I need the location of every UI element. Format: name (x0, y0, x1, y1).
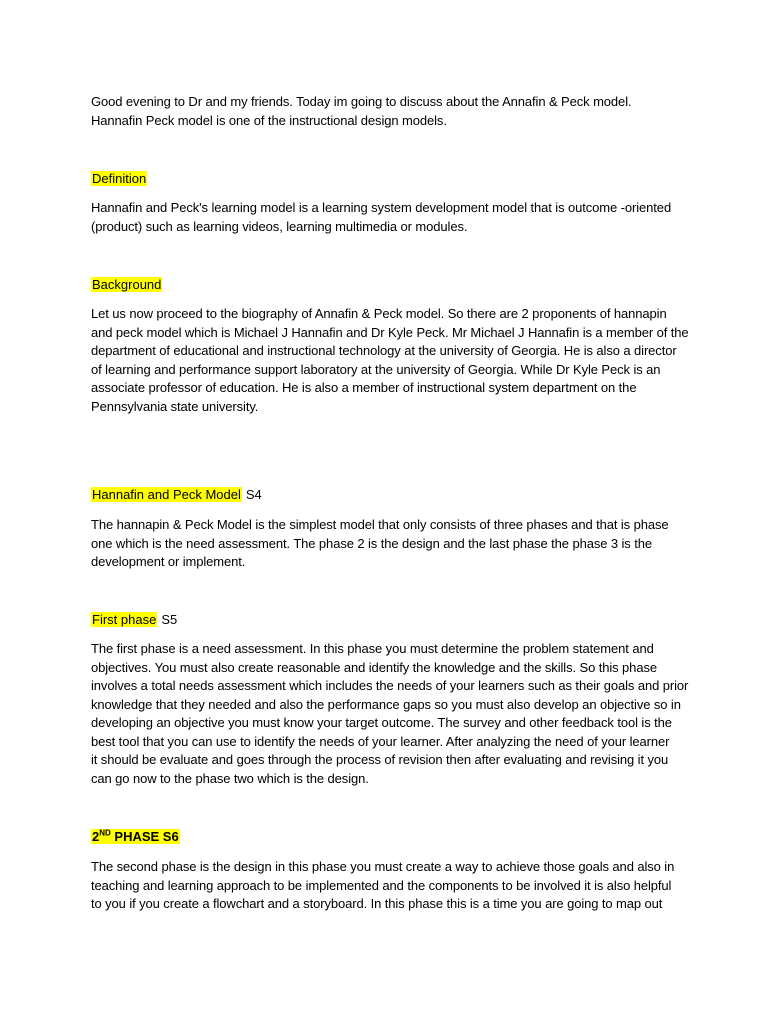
first-phase-slide-tag: S5 (161, 612, 178, 627)
second-phase-line: The second phase is the design in this phase you must create a way to achieve those goals and also in (91, 859, 675, 874)
second-phase-heading-rest: PHASE S6 (110, 829, 179, 844)
definition-paragraph (91, 199, 691, 236)
definition-heading (91, 170, 147, 188)
second-phase-number: 2 (92, 829, 100, 844)
first-phase-line: best tool that you can use to identify the needs of your learner. After analyzing the need of your learner (91, 733, 670, 749)
second-phase-line: teaching and learning approach to be implemented and the components to be involved it is also helpful (91, 877, 672, 893)
model-paragraph (91, 516, 691, 572)
background-line: of learning and performance support laboratory at the university of Georgia. While Dr Kyle Peck is an (91, 361, 661, 377)
background-paragraph (91, 305, 691, 416)
background-heading (91, 276, 162, 294)
second-phase-paragraph (91, 858, 691, 914)
first-phase-line: it should be evaluate and goes through the process of revision then after evaluating and revising it you (91, 752, 669, 767)
background-line: and peck model which is Michael J Hannafin and Dr Kyle Peck. Mr Michael J Hannafin is a member of the (91, 324, 689, 340)
second-phase-heading (91, 828, 180, 846)
model-slide-tag: S4 (245, 487, 262, 502)
model-line: development or implement. (91, 554, 246, 569)
background-line: Pennsylvania state university. (91, 398, 259, 414)
background-heading-text: Background (92, 277, 162, 292)
first-phase-line: objectives. You must also create reasonable and identify the knowledge and the skills. So this phase (91, 659, 657, 675)
definition-line: (product) such as learning videos, learning multimedia or modules. (91, 218, 468, 234)
first-phase-line: can go now to the phase two which is the design. (91, 770, 369, 786)
first-phase-paragraph (91, 640, 691, 788)
first-phase-line: developing an objective you must know your target outcome. The survey and other feedback tool is the (91, 715, 672, 730)
second-phase-ordinal: ND (99, 828, 111, 838)
model-line: one which is the need assessment. The phase 2 is the design and the last phase the phase 3 is the (91, 535, 652, 551)
first-phase-line: involves a total needs assessment which includes the needs of your learners such as their goals and prior (91, 678, 689, 693)
first-phase-line: The first phase is a need assessment. In this phase you must determine the problem statement and (91, 641, 654, 656)
first-phase-line: knowledge that they needed and also the performance gaps so you must also develop an objective so in (91, 696, 681, 712)
definition-heading-text: Definition (92, 171, 147, 186)
intro-paragraph (91, 93, 691, 130)
model-heading (91, 486, 262, 504)
background-line: Let us now proceed to the biography of Annafin & Peck model. So there are 2 proponents of hannapin (91, 306, 667, 321)
definition-line: Hannafin and Peck's learning model is a learning system development model that is outcome -oriented (91, 200, 672, 215)
background-line: associate professor of education. He is also a member of instructional system department on the (91, 380, 637, 395)
intro-line: Hannafin Peck model is one of the instructional design models. (91, 112, 447, 128)
first-phase-heading-text: First phase (92, 612, 157, 627)
intro-line: Good evening to Dr and my friends. Today im going to discuss about the Annafin & Peck model. (91, 94, 632, 109)
first-phase-heading (91, 611, 177, 629)
background-line: department of educational and instructional technology at the university of Georgia. He is also a director (91, 343, 677, 358)
second-phase-line: to you if you create a flowchart and a storyboard. In this phase this is a time you are going to map out (91, 896, 663, 911)
model-line: The hannapin & Peck Model is the simplest model that only consists of three phases and that is phase (91, 517, 669, 532)
model-heading-text: Hannafin and Peck Model (92, 487, 241, 502)
second-phase-heading-text (91, 829, 180, 844)
